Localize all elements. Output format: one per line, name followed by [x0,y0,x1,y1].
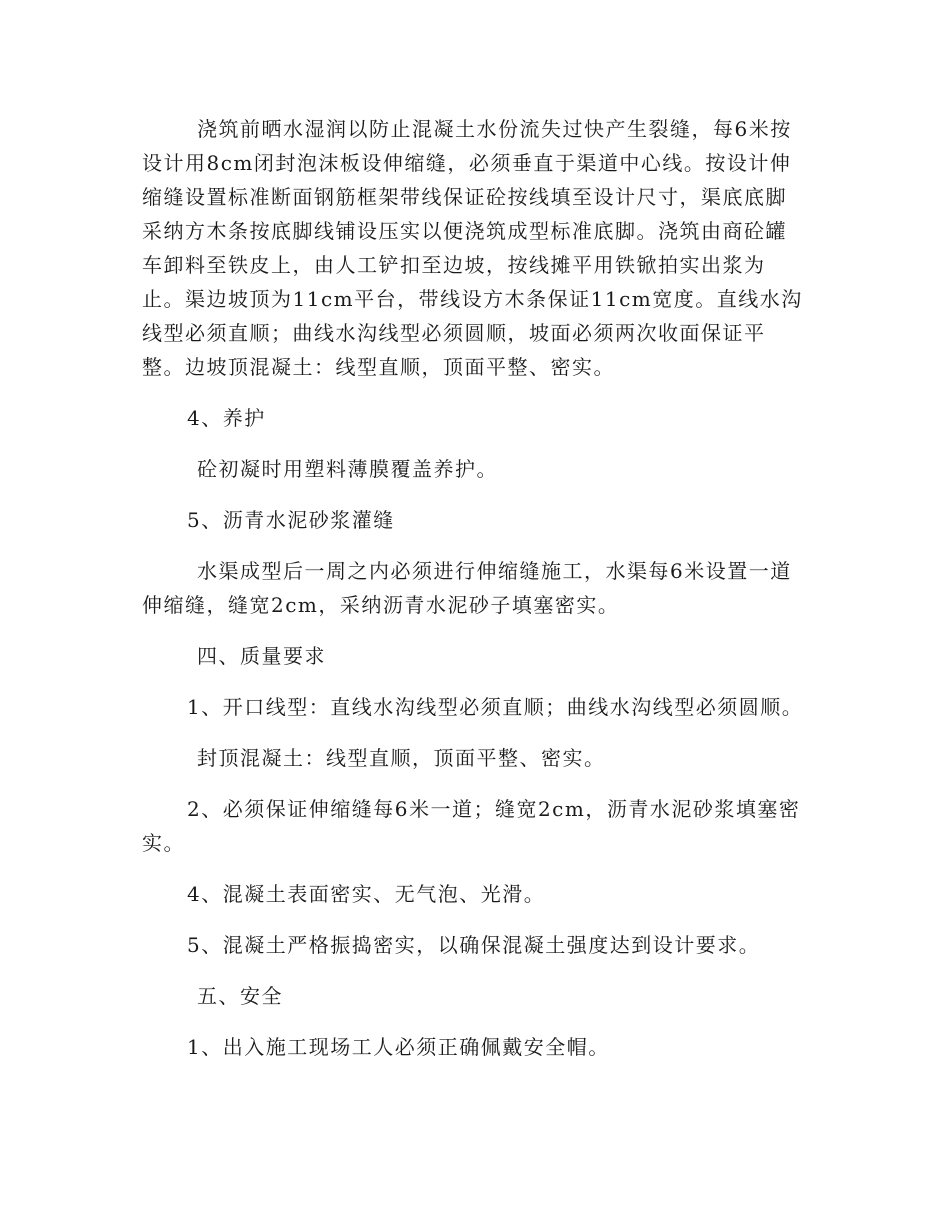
quality-item-2: 2、必须保证伸缩缝每6米一道；缝宽2cm，沥青水泥砂浆填塞密实。 [142,797,801,855]
paragraph-joint-grouting: 水渠成型后一周之内必须进行伸缩缝施工，水渠每6米设置一道伸缩缝，缝宽2cm，采纳沥青水泥砂子填塞密实。 [142,559,792,617]
heading-quality-requirements: 四、质量要求 [197,644,326,668]
quality-item-1: 1、开口线型：直线水沟线型必须直顺；曲线水沟线型必须圆顺。 [187,695,804,719]
safety-item-1: 1、出入施工现场工人必须正确佩戴安全帽。 [187,1035,610,1059]
quality-item-4: 4、混凝土表面密实、无气泡、光滑。 [187,882,546,906]
paragraph-pouring: 浇筑前晒水湿润以防止混凝土水份流失过快产生裂缝，每6米按设计用8cm闭封泡沫板设伸缩缝，必须垂直于渠道中心线。按设计伸缩缝设置标准断面钢筋框架带线保证砼按线填至设计尺寸，渠底底脚采纳方木条按底脚线铺设压实以便浇筑成型标准底脚。浇筑由商砼罐车卸料至铁皮上，由人工铲扣至边坡，按线摊平用铁锨拍实出浆为止。渠边坡顶为11cm平台，带线设方木条保证11cm宽度。直线水沟线型必须直顺；曲线水沟线型必须圆顺，坡面必须两次收面保证平整。边坡顶混凝土：线型直顺，顶面平整、密实。 [142,117,803,379]
heading-joint-grouting: 5、沥青水泥砂浆灌缝 [187,508,395,532]
quality-item-1-cap: 封顶混凝土：线型直顺，顶面平整、密实。 [197,746,606,770]
paragraph-curing: 砼初凝时用塑料薄膜覆盖养护。 [197,457,498,481]
heading-safety: 五、安全 [197,984,283,1008]
quality-item-5: 5、混凝土严格振捣密实，以确保混凝土强度达到设计要求。 [187,933,761,957]
heading-curing: 4、养护 [187,406,266,430]
